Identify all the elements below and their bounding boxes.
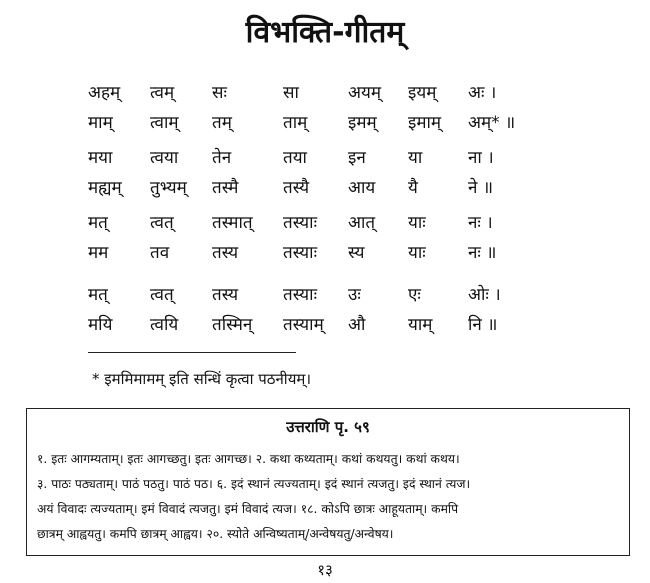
verse-line	[88, 175, 588, 205]
verse-word: तव	[150, 243, 170, 263]
verse-line	[88, 210, 588, 240]
verse-word: त्वाम्	[150, 113, 179, 133]
verse-word: याम्	[408, 315, 433, 335]
verse-word: सः	[212, 83, 227, 103]
verse-word: तेन	[212, 148, 232, 168]
verse-word: तस्मात्	[212, 213, 253, 233]
answers-text	[37, 447, 623, 547]
verse-word: तस्याः	[283, 213, 317, 233]
verse-stanza	[88, 210, 588, 270]
verse-word: त्वत्	[150, 213, 174, 233]
verse-word: त्वयि	[150, 315, 179, 335]
verse-line	[88, 110, 588, 140]
answers-heading: उत्तराणि पृ. ५९	[286, 418, 370, 436]
verse-word: नि ॥	[468, 315, 498, 335]
verse-word: औ	[348, 315, 366, 335]
verse-word: यै	[408, 178, 418, 198]
verse-word: मयि	[88, 315, 113, 335]
verse-word: माम्	[88, 113, 113, 133]
verse-word: अहम्	[88, 83, 121, 103]
verse-word: अम्* ॥	[468, 113, 516, 133]
verse-line	[88, 240, 588, 270]
verse-word: अयम्	[348, 83, 382, 103]
verse-line	[88, 80, 588, 110]
verse-word: तया	[283, 148, 307, 168]
page-number: १३	[317, 561, 333, 579]
verse-word: मया	[88, 148, 113, 168]
verse-word: स्य	[348, 243, 365, 263]
verse-stanza	[88, 145, 588, 205]
verse-word: तम्	[212, 113, 232, 133]
verse-stanza	[88, 80, 588, 140]
verse-word: इमम्	[348, 113, 377, 133]
answer-line: ३. पाठः पठ्यताम्। पाठं पठतु। पाठं पठ। ६. इदं स्थानं त्यज्यताम्। इदं स्थानं त्यजतु। इदं स्थानं त्यज।	[37, 477, 471, 491]
verse-word: उः	[348, 285, 361, 305]
verse-word: या	[408, 148, 423, 168]
verse-word: इन	[348, 148, 366, 168]
verse-word: मत्	[88, 285, 108, 305]
verse-word: आत्	[348, 213, 376, 233]
verse-word: नः ॥	[468, 243, 497, 263]
answer-line: १. इतः आगम्यताम्। इतः आगच्छतु। इतः आगच्छ। २. कथा कथ्यताम्। कथां कथयतु। कथां कथय।	[37, 452, 460, 466]
answer-line: छात्रम् आह्वयतु। कमपि छात्रम् आह्वय। २०. स्योते अन्विष्यताम्/अन्वेषयतु/अन्वेषय।	[37, 527, 394, 541]
footnote: * इममिमामम् इति सन्धिं कृत्वा पठनीयम्।	[92, 370, 312, 388]
page-title: विभक्ति-गीतम्	[245, 15, 405, 50]
footnote-divider	[88, 352, 296, 353]
verse-word: तस्य	[212, 285, 239, 305]
verse-word: तुभ्यम्	[150, 178, 187, 198]
verse-word: इमाम्	[408, 113, 442, 133]
verse-word: त्वम्	[150, 83, 175, 103]
verse-word: मम	[88, 243, 109, 263]
verse-line	[88, 145, 588, 175]
verse-word: तस्यै	[283, 178, 310, 198]
verse-word: एः	[408, 285, 421, 305]
verse-word: ना ।	[468, 148, 494, 168]
verse-word: त्वया	[150, 148, 179, 168]
verse-word: याः	[408, 243, 426, 263]
verse-word: मह्यम्	[88, 178, 122, 198]
verse-word: अः ।	[468, 83, 497, 103]
verse-word: ने ॥	[468, 178, 494, 198]
verse-word: इयम्	[408, 83, 437, 103]
verse-word: सा	[283, 83, 299, 103]
verse-word: मत्	[88, 213, 108, 233]
verse-word: नः ।	[468, 213, 493, 233]
verse-word: त्वत्	[150, 285, 174, 305]
verse-word: आय	[348, 178, 376, 198]
answer-line: अयं विवादः त्यज्यताम्। इमं विवादं त्यजतु। इमं विवादं त्यज। १८. कोऽपि छात्रः आहूयताम्। कमपि	[37, 502, 459, 516]
verse-word: तस्याः	[283, 285, 317, 305]
verse-word: याः	[408, 213, 426, 233]
answers-box	[26, 408, 630, 556]
verse-word: तस्य	[212, 243, 239, 263]
verse-word: तस्याः	[283, 243, 317, 263]
verse-word: तस्मिन्	[212, 315, 253, 335]
verse-word: ओः ।	[468, 285, 501, 305]
verse-word: तस्मै	[212, 178, 239, 198]
verse-line	[88, 282, 588, 312]
verse-word: ताम्	[283, 113, 308, 133]
verse-line	[88, 312, 588, 342]
verse-stanza	[88, 282, 588, 342]
verse-word: तस्याम्	[283, 315, 324, 335]
